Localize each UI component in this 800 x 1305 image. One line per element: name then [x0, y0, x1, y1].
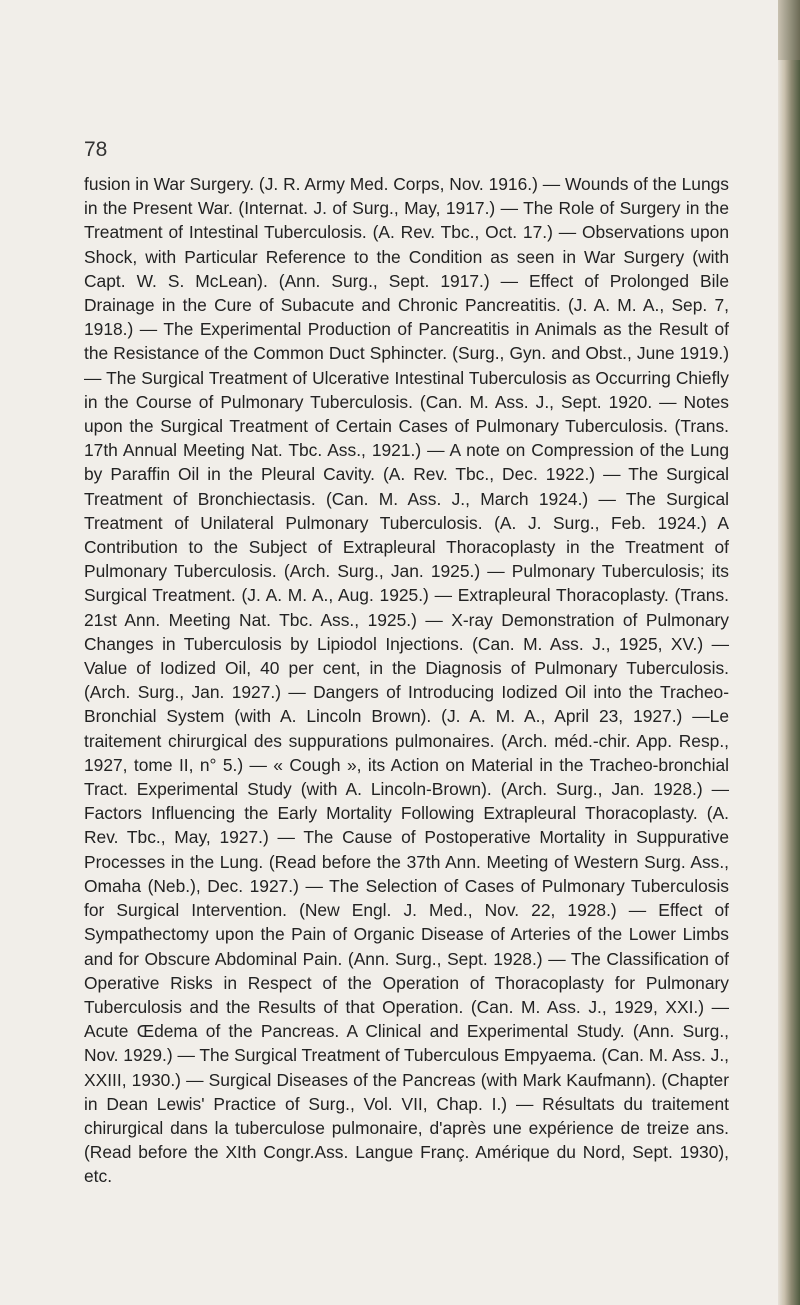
page-number: 78: [84, 138, 108, 161]
bibliography-text: fusion in War Surgery. (J. R. Army Med. Corps, Nov. 1916.) — Wounds of the Lungs in the Present War. (Internat. J. of Surg., May, 1917.) — The Role of Surgery in the Treatment of Intestinal Tuberculosis. (A. Rev. Tbc., Oct. 17.) — Observations upon Shock, with Particular Reference to the Condition as seen in War Surgery (with Capt. W. S. McLean). (Ann. Surg., Sept. 1917.) — Effect of Prolonged Bile Drainage in the Cure of Subacute and Chronic Pancreatitis. (J. A. M. A., Sep. 7, 1918.) — The Experimental Production of Pancreatitis in Animals as the Result of the Resistance of the Common Duct Sphincter. (Surg., Gyn. and Obst., June 1919.) — The Surgical Treatment of Ulcerative Intestinal Tuberculosis as Occurring Chiefly in the Course of Pulmonary Tuberculosis. (Can. M. Ass. J., Sept. 1920. — Notes upon the Surgical Treatment of Certain Cases of Pulmonary Tuberculosis. (Trans. 17th Annual Meeting Nat. Tbc. Ass., 1921.) — A note on Compression of the Lung by Paraffin Oil in the Pleural Cavity. (A. Rev. Tbc., Dec. 1922.) — The Surgical Treatment of Bronchiectasis. (Can. M. Ass. J., March 1924.) — The Surgical Treatment of Unilateral Pulmonary Tuberculosis. (A. J. Surg., Feb. 1924.) A Contribution to the Subject of Extrapleural Thoracoplasty in the Treatment of Pulmonary Tuberculosis. (Arch. Surg., Jan. 1925.) — Pulmonary Tuberculosis; its Surgical Treatment. (J. A. M. A., Aug. 1925.) — Extrapleural Thoracoplasty. (Trans. 21st Ann. Meeting Nat. Tbc. Ass., 1925.) — X-ray Demonstration of Pulmonary Changes in Tuberculosis by Lipiodol Injections. (Can. M. Ass. J., 1925, XV.) — Value of Iodized Oil, 40 per cent, in the Diagnosis of Pulmonary Tuberculosis. (Arch. Surg., Jan. 1927.) — Dangers of Introducing Iodized Oil into the Tracheo-Bronchial System (with A. Lincoln Brown). (J. A. M. A., April 23, 1927.) —Le traitement chirurgical des suppurations pulmonaires. (Arch. méd.-chir. App. Resp., 1927, tome II, n° 5.) — « Cough », its Action on Material in the Tracheo-bronchial Tract. Experimental Study (with A. Lincoln-Brown). (Arch. Surg., Jan. 1928.) — Factors Influencing the Early Mortality Following Extrapleural Thoracoplasty. (A. Rev. Tbc., May, 1927.) — The Cause of Postoperative Mortality in Suppurative Processes in the Lung. (Read before the 37th Ann. Meeting of Western Surg. Ass., Omaha (Neb.), Dec. 1927.) — The Selection of Cases of Pulmonary Tuberculosis for Surgical Intervention. (New Engl. J. Med., Nov. 22, 1928.) — Effect of Sympathectomy upon the Pain of Organic Disease of Arteries of the Lower Limbs and for Obscure Abdominal Pain. (Ann. Surg., Sept. 1928.) — The Classification of Operative Risks in Respect of the Operation of Thoracoplasty for Pulmonary Tuberculosis and the Results of that Operation. (Can. M. Ass. J., 1929, XXI.) — Acute Œdema of the Pancreas. A Clinical and Experimental Study. (Ann. Surg., Nov. 1929.) — The Surgical Treatment of Tuberculous Empyaema. (Can. M. Ass. J., XXIII, 1930.) — Surgical Diseases of the Pancreas (with Mark Kaufmann). (Chapter in Dean Lewis' Practice of Surg., Vol. VII, Chap. I.) — Résultats du traitement chirurgical dans la tuberculose pulmonaire, d'après une expérience de treize ans. (Read before the XIth Congr.Ass. Langue Franç. Amérique du Nord, Sept. 1930), etc.: [84, 174, 730, 1187]
page-edge-top-shadow: [778, 0, 800, 60]
page-edge-shadow: [778, 0, 800, 1305]
